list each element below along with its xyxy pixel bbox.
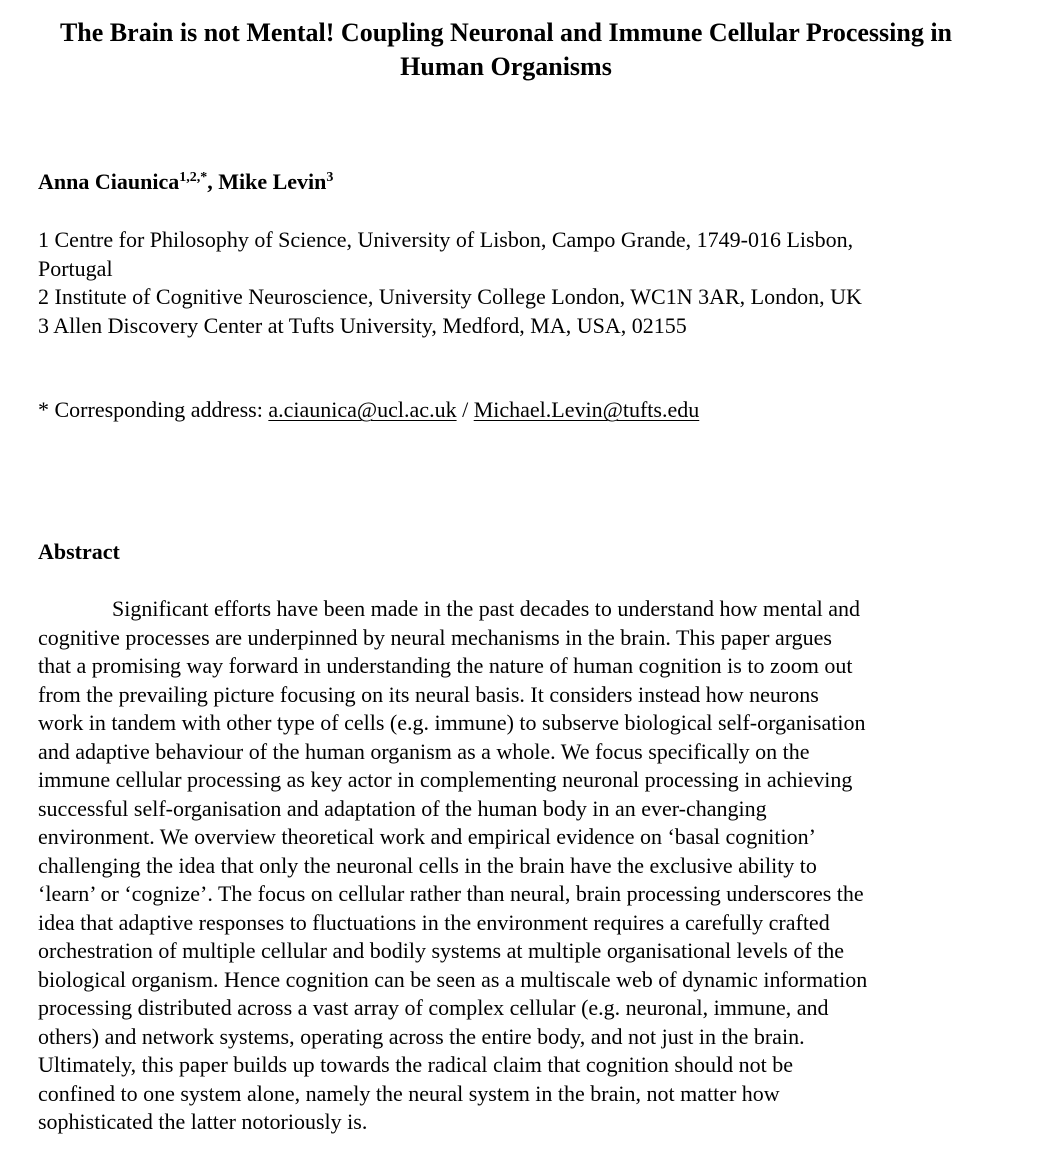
email-separator: / [456, 397, 474, 422]
abstract-line: orchestration of multiple cellular and bodily systems at multiple organisational levels of the [38, 938, 845, 963]
author-name: Anna Ciaunica [38, 169, 180, 194]
correspondence-prefix: * Corresponding address: [38, 397, 269, 422]
affiliation-line: 1 Centre for Philosophy of Science, University of Lisbon, Campo Grande, 1749-016 Lisbon, [38, 227, 854, 252]
abstract-line: confined to one system alone, namely the neural system in the brain, not matter how [38, 1080, 780, 1106]
abstract-line: work in tandem with other type of cells (e.g. immune) to subserve biological self-organisation [38, 710, 866, 735]
affiliation-line: 3 Allen Discovery Center at Tufts University, Medford, MA, USA, 02155 [38, 312, 687, 338]
abstract-line: Ultimately, this paper builds up towards the radical claim that cognition should not be [38, 1052, 793, 1077]
author-name: Mike Levin [218, 169, 327, 194]
abstract-line: successful self-organisation and adaptation of the human body in an ever-changing [38, 795, 767, 821]
affiliation-marks: 3 [326, 170, 334, 185]
abstract-line: sophisticated the latter notoriously is. [38, 1109, 368, 1134]
email-link-ciaunica[interactable]: a.ciaunica@ucl.ac.uk [268, 397, 457, 422]
abstract-line: challenging the idea that only the neuronal cells in the brain have the exclusive ability to [38, 852, 817, 878]
paper-title [24, 16, 988, 84]
abstract-heading: Abstract [38, 539, 120, 564]
title-line: Human Organisms [400, 52, 612, 81]
abstract-line: from the prevailing picture focusing on its neural basis. It considers instead how neurons [38, 681, 819, 707]
abstract-line: cognitive processes are underpinned by neural mechanisms in the brain. This paper argues [38, 624, 832, 650]
author-separator: , [207, 169, 219, 194]
affiliation-line: Portugal [38, 255, 113, 281]
affiliation-marks: 1,2,* [179, 170, 208, 185]
abstract-line: environment. We overview theoretical work and empirical evidence on ‘basal cognition’ [38, 824, 816, 849]
affiliations [38, 226, 862, 340]
author-list [38, 168, 333, 196]
title-line: The Brain is not Mental! Coupling Neuronal and Immune Cellular Processing in [59, 18, 953, 47]
correspondence-address [38, 396, 699, 424]
abstract-line: and adaptive behaviour of the human organism as a whole. We focus specifically on the [38, 738, 810, 764]
abstract-line: that a promising way forward in understanding the nature of human cognition is to zoom out [38, 653, 853, 678]
abstract-line: Significant efforts have been made in the past decades to understand how mental and [112, 596, 860, 621]
abstract-line: processing distributed across a vast array of complex cellular (e.g. neuronal, immune, and [38, 995, 829, 1020]
abstract-line: idea that adaptive responses to fluctuations in the environment requires a carefully crafted [38, 909, 830, 935]
abstract-line: biological organism. Hence cognition can be seen as a multiscale web of dynamic information [38, 966, 868, 992]
abstract-line: ‘learn’ or ‘cognize’. The focus on cellular rather than neural, brain processing underscores the [38, 881, 864, 906]
abstract-line: immune cellular processing as key actor in complementing neuronal processing in achieving [38, 767, 853, 792]
abstract-body [38, 595, 867, 1137]
email-link-levin[interactable]: Michael.Levin@tufts.edu [473, 397, 700, 422]
abstract-line: others) and network systems, operating across the entire body, and not just in the brain. [38, 1023, 805, 1049]
affiliation-line: 2 Institute of Cognitive Neuroscience, University College London, WC1N 3AR, London, UK [38, 284, 862, 309]
